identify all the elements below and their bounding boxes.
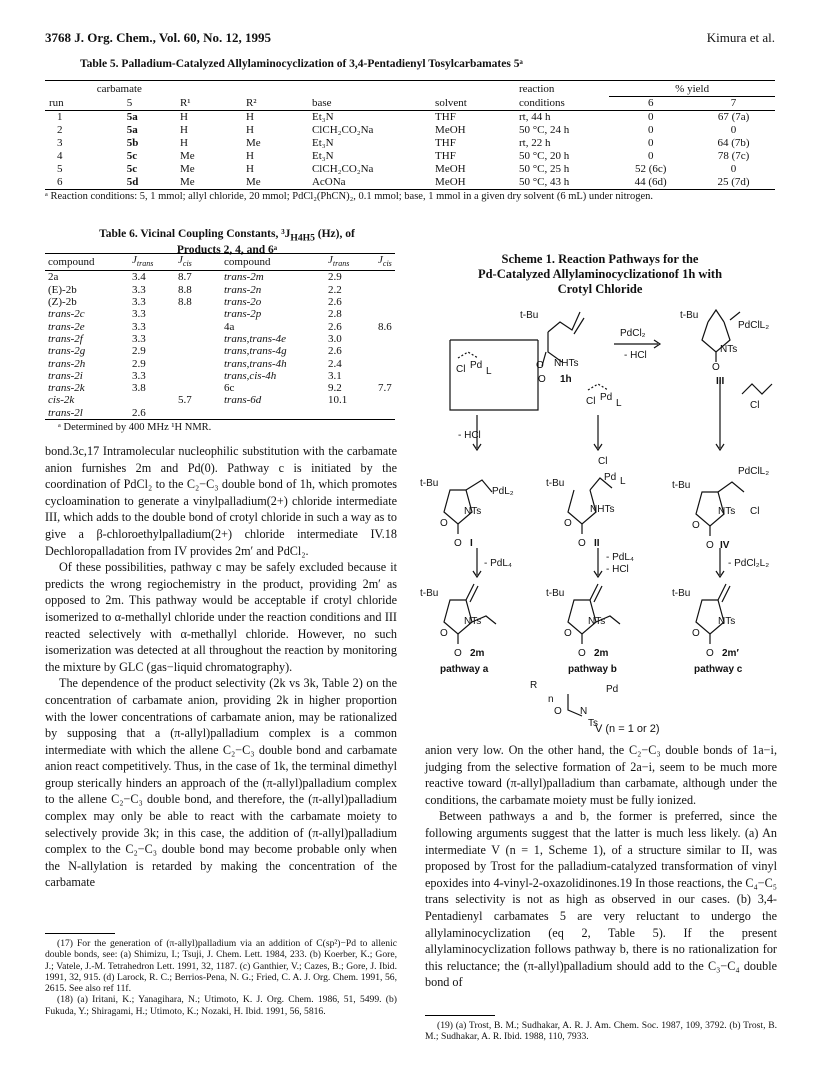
t6-cell-2: 8.8: [178, 296, 192, 309]
t6-cell-0: trans-2c: [48, 308, 85, 321]
table6-footnote: ᵃ Determined by 400 MHz ¹H NMR.: [58, 422, 212, 433]
t5-cell-base: Et₃N: [311, 137, 334, 149]
t5-cell-base: AcONa: [311, 176, 346, 188]
s-o-I: O: [440, 518, 448, 529]
t6-cell-0: trans-2f: [48, 332, 83, 345]
t6-h-compound1: compound: [48, 256, 95, 269]
s-o2-I: O: [454, 538, 462, 549]
t6-cell-5: [375, 358, 395, 370]
s-tbu-I: t-Bu: [420, 478, 439, 489]
t6-h-jcis2: $J_{cis}$: [378, 254, 392, 269]
t5-cell-y6: 0: [647, 124, 654, 136]
t6-cell-5: [375, 407, 395, 420]
left-paragraph-1: bond.3c,17 Intramolecular nucleophilic substitution with the carbamate anion furnishes 2m and Pd(0). Pathway c is initiated by the coordination of PdCl₂ to the C₂−C₃ double bond of 1h, which promotes cycloamination to generate a vinylpalladium(2+) chloride intermediate III, which adds to the double bond of crotyl chloride in such a way as to give a β-chloroethylpalladium(2+) chloride intermediate IV.18 Dechloropalladation from IV provides 2m′ and PdCl₂.: [45, 444, 397, 558]
t5-cell-r2: Me: [245, 176, 261, 188]
t5-cell-solvent: MeOH: [435, 124, 466, 136]
s-o-V: O: [554, 706, 562, 717]
t6-cap-2: (Hz), of: [314, 228, 355, 240]
s-o2-2m-a: O: [454, 648, 462, 659]
s-lbl-IV: IV: [720, 540, 730, 551]
t5-cell-r1: Me: [179, 176, 195, 188]
s-pdl2-I: PdL₂: [492, 486, 514, 497]
t5-h-solvent: solvent: [435, 96, 467, 109]
t5-cell-cond: 50 °C, 43 h: [519, 176, 570, 188]
t5-h-5: 5: [126, 96, 133, 109]
t5-cell-r1: Me: [179, 150, 195, 162]
s-pathway-c: pathway c: [694, 664, 743, 675]
t5-row: [45, 111, 775, 125]
t5-h-7: 7: [730, 97, 737, 109]
running-header: [45, 30, 775, 50]
scheme-title-3: Crotyl Chloride: [557, 282, 643, 296]
t6-cell-3: trans-2n: [224, 283, 262, 296]
t6-cell-0: trans-2h: [48, 357, 86, 370]
t5-cell-solvent: THF: [435, 137, 456, 149]
t6-row: [45, 345, 395, 357]
t6-row: [45, 271, 395, 284]
s-nts-2m-b: NTs: [588, 616, 606, 627]
t5-cell-y6: 44 (6d): [634, 176, 667, 188]
t6-cell-4: 2.6: [328, 345, 342, 358]
s-nts-n-V: N: [580, 706, 588, 717]
t6-cell-1: 3.3: [132, 320, 146, 333]
s-lbl-1h: 1h: [560, 374, 572, 385]
t6-cell-1: 2.9: [132, 357, 146, 370]
t5-cell-run: 6: [57, 176, 63, 188]
s-tbu-II: t-Bu: [546, 478, 565, 489]
t5-h-6: 6: [647, 97, 654, 109]
t6-cell-1: 3.3: [132, 296, 146, 309]
t5-cell-base: ClCH₂CO₂Na: [311, 124, 374, 136]
t6-cell-2: [175, 407, 221, 420]
t6-cell-3: trans-2o: [224, 296, 262, 309]
t6-row: [45, 296, 395, 308]
s-o2-II: O: [578, 538, 586, 549]
s-pd-II: Pd: [604, 472, 617, 483]
t5-cell-run: 4: [57, 150, 63, 162]
s-l-II: L: [620, 476, 626, 487]
right-paragraph-1: anion very low. On the other hand, the C₂−C₃ double bonds of 1a−i, judging from the selective formation of 2a−i, seem to be much more reactive toward (π-allyl)palladium than carbamate, although under the conditions, the carbamate moiety must be fully ionized.: [425, 743, 777, 807]
s-minus-hcl-top: - HCl: [624, 350, 647, 361]
t5-cell-r1: Me: [179, 163, 195, 175]
scheme-title-2: Pd-Catalyzed Allylaminocyclizationof 1h with: [477, 267, 723, 281]
t6-cell-2: 8.7: [178, 271, 192, 284]
s-r-V: R: [530, 680, 538, 691]
s-pdcll2-IV: PdClL₂: [738, 466, 770, 477]
t5-cell-run: 5: [57, 163, 63, 175]
t6-cell-3: 4a: [224, 320, 235, 333]
authors: Kimura et al.: [706, 30, 775, 45]
t6-cell-3: trans,trans-4e: [224, 332, 287, 345]
t6-cell-5: [375, 284, 395, 296]
t6-cell-4: 2.6: [328, 320, 342, 333]
footnote-rule-left: [45, 933, 115, 934]
s-cl-allyl2: Cl: [586, 396, 596, 407]
t6-cell-5: [375, 333, 395, 345]
journal-citation: 3768 J. Org. Chem., Vol. 60, No. 12, 1995: [45, 30, 272, 45]
t5-h-yield: % yield: [609, 81, 775, 97]
s-tbu-IV: t-Bu: [672, 480, 691, 491]
t6-cell-4: 3.0: [328, 332, 342, 345]
s-o-2m-b: O: [564, 628, 572, 639]
t6-h-compound2: compound: [224, 256, 271, 269]
s-o-II: O: [564, 518, 572, 529]
t5-cell-base: Et₃N: [311, 111, 334, 123]
s-cl-crotyl: Cl: [750, 400, 760, 411]
s-nts-2m-a: NTs: [464, 616, 482, 627]
left-column-text: [45, 443, 397, 891]
s-nts-III: NTs: [720, 344, 738, 355]
t5-cell-r2: H: [245, 150, 254, 162]
t6-cell-0: trans-2k: [48, 382, 85, 395]
t6-cell-0: trans-2l: [48, 406, 83, 419]
s-nts-IV: NTs: [718, 506, 736, 517]
s-pdcl2: PdCl₂: [620, 328, 646, 339]
s-lbl-II: II: [594, 538, 600, 549]
t5-row: [45, 137, 775, 150]
t6-cell-2: [175, 382, 221, 394]
t6-row: [45, 382, 395, 394]
s-lbl-2m-prime: 2m′: [722, 648, 739, 659]
t6-row: [45, 370, 395, 382]
table5-footnote: ᵃ Reaction conditions: 5, 1 mmol; allyl chloride, 20 mmol; PdCl₂(PhCN)₂, 0.1 mmol; base, 1 mmol in a given dry solvent (6 mL) under nitrogen.: [45, 191, 654, 202]
t6-cell-4: 2.2: [328, 283, 342, 296]
t6-cell-5: [375, 370, 395, 382]
t5-row: [45, 176, 775, 190]
t6-cell-2: 5.7: [178, 394, 192, 407]
s-cl-IV: Cl: [750, 506, 760, 517]
t6-cell-3: trans,cis-4h: [224, 369, 277, 382]
t6-row: [45, 308, 395, 320]
footnote-17: (17) For the generation of (π-allyl)palladium via an addition of C(sp²)−Pd to allenic double bonds, see: (a) Shimizu, I.; Tsuji, J. Chem. Lett. 1984, 233. (b) Koerber, K.; Gore, J.; Vatele, J.-M. Tetrahedron Lett. 1991, 32, 1187. (c) Ganthier, V.; Cazes, B.; Gore, J. Ibid. 1991, 32, 915. (d) Larock, R. C.; Berrios-Pena, N. G.; Fried, C. A. J. Org. Chem. 1991, 56, 2615. See also ref 11f.: [45, 938, 397, 995]
t6-cell-0: trans-2g: [48, 345, 86, 358]
t5-cell-carb: 5a: [126, 124, 138, 136]
t5-cell-y7: 25 (7d): [717, 176, 750, 188]
s-minus-hcl-left: - HCl: [458, 430, 481, 441]
t5-cell-carb: 5b: [126, 137, 139, 149]
s-nts-2m-c: NTs: [718, 616, 736, 627]
t6-row: [45, 358, 395, 370]
t6-cell-1: 3.3: [132, 369, 146, 382]
t6-row: [45, 284, 395, 296]
t6-cell-2: [175, 370, 221, 382]
t6-cell-5: [375, 345, 395, 357]
t6-row: [45, 394, 395, 406]
right-column-text: [425, 742, 777, 991]
s-lbl-I: I: [470, 538, 473, 549]
s-o-IV: O: [692, 520, 700, 531]
t6-cell-1: 3.4: [132, 271, 146, 284]
t6-cell-4: 10.1: [328, 394, 348, 407]
s-n-V: n: [548, 694, 554, 705]
s-nhts-1h: NHTs: [554, 358, 579, 369]
t6-cell-5: [375, 296, 395, 308]
t6-cell-4: 2.9: [328, 271, 342, 284]
s-lbl-2m-a: 2m: [470, 648, 485, 659]
t5-h-base: base: [311, 96, 332, 109]
s-pathway-b: pathway b: [568, 664, 617, 675]
t6-cell-3: trans,trans-4g: [224, 345, 287, 358]
t5-cell-y6: 0: [647, 137, 654, 149]
t5-cell-r1: H: [179, 137, 188, 149]
t6-cell-2: [175, 345, 221, 357]
t6-cell-5: 8.6: [378, 320, 392, 333]
s-o2-2m-b: O: [578, 648, 586, 659]
s-o-III: O: [712, 362, 720, 373]
t5-cell-carb: 5c: [126, 150, 138, 162]
t6-cell-1: 3.3: [132, 332, 146, 345]
t6-cell-0: 2a: [48, 271, 59, 284]
left-paragraph-2: Of these possibilities, pathway c may be safely excluded because it predicts the wrong regiochemistry in the product, providing 2m′ as opposed to 2m. This pathway would be acceptable if crotyl chloride isomerized to α-methallyl chloride under the reaction conditions and III reacted selectively with α-methallyl chloride. However, no such isomerization was detected at all throughout the reaction by monitoring the mixture by GLC (gas−liquid chromatography).: [45, 560, 397, 674]
t5-cell-run: 3: [57, 137, 63, 149]
t6-h-jcis1: $J_{cis}$: [178, 254, 192, 269]
footnote-18: (18) (a) Iritani, K.; Yanagihara, N.; Utimoto, K. J. Org. Chem. 1986, 51, 5499. (b) Fukuda, Y.; Shiragami, H.; Utimoto, K.; Nozaki, H. Ibid. 1991, 56, 5816.: [45, 994, 397, 1017]
t6-cell-1: 2.9: [132, 345, 146, 358]
t5-h-r1: R¹: [179, 96, 191, 109]
t6-cell-3: [221, 407, 325, 420]
t6-cell-2: [175, 308, 221, 320]
t5-cell-cond: rt, 22 h: [519, 137, 551, 149]
s-o2-1h: O: [538, 374, 546, 385]
s-pd-allyl2: Pd: [600, 392, 613, 403]
s-o2-IV: O: [706, 540, 714, 551]
t5-cell-run: 1: [57, 111, 63, 123]
t6-cell-2: [175, 321, 221, 333]
s-tbu-1h: t-Bu: [520, 310, 539, 321]
t5-cell-r2: H: [245, 163, 254, 175]
t6-row: [45, 407, 395, 420]
t5-cell-y7: 64 (7b): [717, 137, 750, 149]
t5-row: [45, 150, 775, 163]
t5-cell-solvent: MeOH: [435, 176, 466, 188]
s-l-allyl2: L: [616, 398, 622, 409]
t5-cell-y6: 0: [647, 150, 654, 162]
t5-cell-cond: rt, 44 h: [519, 111, 551, 123]
t6-row: [45, 333, 395, 345]
s-l-allyl1: L: [486, 366, 492, 377]
t5-row: [45, 124, 775, 137]
t5-cell-y6: 52 (6c): [634, 163, 667, 175]
t6-cell-2: [175, 333, 221, 345]
s-tbu-2m-c: t-Bu: [672, 588, 691, 599]
left-footnotes: [45, 938, 397, 1017]
t5-cell-y6: 0: [647, 111, 654, 123]
s-nts-I: NTs: [464, 506, 482, 517]
s-o2-2m-c: O: [706, 648, 714, 659]
t6-cell-4: 9.2: [328, 382, 342, 395]
t6-cell-5: [375, 394, 395, 406]
s-pathway-a: pathway a: [440, 664, 489, 675]
s-minus-pdl4: - PdL₄: [484, 558, 512, 569]
t5-cell-r2: Me: [245, 137, 261, 149]
t5-cell-r2: H: [245, 111, 254, 123]
footnote-rule-right: [425, 1015, 495, 1016]
right-paragraph-2: Between pathways a and b, the former is preferred, since the following arguments suggest that the latter is much less likely. (a) An intermediate V (n = 1, Scheme 1), of a structure similar to II, was proposed by Trost for the palladium-catalyzed transformation of vinyl epoxides into 4-vinyl-2-oxazolidinones.19 In those reactions, the C₄−C₅ trans selectivity is not as high as observed in our cases. (b) 3,4-Pentadienyl carbamates 5 are very reluctant to undergo the allylaminocyclization (eq 2, Table 5). If the present allylaminocyclization follows pathway b, there is no rationalization for this reluctance; the (π-allyl)palladium should add to the C₃−C₄ double bond of: [425, 809, 777, 990]
t6-h-jtrans2: $J_{trans}$: [328, 254, 350, 269]
s-minus-pdl4-b: - PdL₄: [606, 552, 634, 563]
s-lbl-III: III: [716, 376, 725, 387]
t6-cell-1: 2.6: [132, 406, 146, 419]
t6-cell-1: 3.8: [132, 382, 146, 395]
s-cl-II: Cl: [598, 456, 608, 467]
footnote-19: (19) (a) Trost, B. M.; Sudhakar, A. R. J. Am. Chem. Soc. 1987, 109, 3792. (b) Trost, B. M.; Sudhakar, A. R. Ibid. 1988, 110, 7933.: [425, 1020, 777, 1043]
s-lbl-2m-b: 2m: [594, 648, 609, 659]
t6-cell-5: [375, 308, 395, 320]
t5-h-carbamate: carbamate: [96, 83, 142, 96]
t6-cap-sub: H4H5: [290, 232, 315, 244]
t6-cell-0: trans-2i: [48, 369, 83, 382]
t5-cell-carb: 5a: [126, 111, 138, 123]
t5-cell-y7: 0: [730, 124, 737, 136]
s-o-2m-a: O: [440, 628, 448, 639]
t5-cell-solvent: THF: [435, 111, 456, 123]
s-pdcll2-III: PdClL₂: [738, 320, 770, 331]
t5-h-run: run: [49, 96, 64, 109]
t6-h-jtrans1: $J_{trans}$: [132, 254, 154, 269]
t6-cell-4: 2.6: [328, 296, 342, 309]
t5-cell-cond: 50 °C, 20 h: [519, 150, 570, 162]
table6: [45, 253, 395, 420]
s-tbu-III: t-Bu: [680, 310, 699, 321]
t6-cap-1: Table 6. Vicinal Coupling Constants, ³J: [99, 228, 291, 240]
s-ts-V: Ts: [588, 718, 598, 729]
t6-cell-3: trans-6d: [224, 394, 262, 407]
t5-cell-y7: 0: [730, 163, 737, 175]
s-tbu-2m-b: t-Bu: [546, 588, 565, 599]
t6-cell-1: [129, 394, 175, 406]
t6-cell-0: trans-2e: [48, 320, 85, 333]
t5-cell-carb: 5c: [126, 163, 138, 175]
t6-cell-3: trans-2p: [224, 308, 262, 321]
t6-cell-2: [175, 358, 221, 370]
t6-cell-4: 2.4: [328, 357, 342, 370]
t6-cell-0: (Z)-2b: [48, 296, 77, 309]
table5: [45, 80, 775, 190]
scheme-V-label: V (n = 1 or 2): [595, 723, 660, 735]
table5-caption: Table 5. Palladium-Catalyzed Allylaminocyclization of 3,4-Pentadienyl Tosylcarbamates 5ᵃ: [80, 58, 523, 70]
s-pd-allyl1: Pd: [470, 360, 483, 371]
t6-cell-0: cis-2k: [48, 394, 75, 407]
s-cl-allyl1: Cl: [456, 364, 466, 375]
t6-cap-3: Products 2, 4, and 6ᵃ: [176, 244, 278, 257]
t6-cell-3: trans,trans-4h: [224, 357, 287, 370]
s-pd-V: Pd: [606, 684, 619, 695]
t5-cell-base: Et₃N: [311, 150, 334, 162]
s-tbu-2m-a: t-Bu: [420, 588, 439, 599]
t5-h-reaction: reaction: [519, 83, 555, 96]
s-o-1h: O: [536, 360, 544, 371]
s-nhts-II: NHTs: [590, 504, 615, 515]
s-minus-pdcl2l2: - PdCl₂L₂: [728, 558, 770, 569]
t5-row: [45, 163, 775, 176]
t6-cell-4: 2.8: [328, 308, 342, 321]
t5-cell-carb: 5d: [126, 176, 139, 188]
t6-row: [45, 321, 395, 333]
t5-cell-base: ClCH₂CO₂Na: [311, 163, 374, 175]
t6-cell-5: [375, 271, 395, 284]
t6-cell-3: 6c: [224, 382, 235, 395]
s-o-2m-c: O: [692, 628, 700, 639]
t5-h-conditions: conditions: [519, 96, 565, 109]
t6-cell-1: 3.3: [132, 308, 146, 321]
s-minus-hcl-b: - HCl: [606, 564, 629, 575]
t5-h-r2: R²: [245, 96, 257, 109]
t6-cell-2: 8.8: [178, 283, 192, 296]
scheme-title-1: Scheme 1. Reaction Pathways for the: [501, 252, 699, 266]
t6-cell-1: 3.3: [132, 283, 146, 296]
t5-cell-y7: 67 (7a): [717, 111, 750, 123]
t5-cell-cond: 50 °C, 25 h: [519, 163, 570, 175]
t6-cell-4: [325, 407, 375, 420]
t5-cell-cond: 50 °C, 24 h: [519, 124, 570, 136]
t6-cell-4: 3.1: [328, 369, 342, 382]
right-footnotes: [425, 1020, 777, 1043]
t5-cell-r2: H: [245, 124, 254, 136]
t5-cell-solvent: THF: [435, 150, 456, 162]
left-paragraph-3: The dependence of the product selectivity (2k vs 3k, Table 2) on the concentration of carbamate anion, providing 2k in higher proportion with the lower concentrations of carbamate anion, may be rationalized by supposing that a (π-allyl)palladium complex is a common intermediate with which the allene C₂−C₃ double bond and carbamate anion react competitively. Thus, in the case of 1k, the terminal dimethyl group sterically hinders an approach of the (π-allyl)palladium complex to the allene C₂−C₃ double bond, and therefore, the (π-allyl)palladium complex may only be able to react with the carbamate moiety to selectively provide 3k; in this case, the addition of (π-allyl)palladium complex to the C₂−C₃ double bond may become probable only when the N-allylation is retarded by making the concentration of the carbamate: [45, 676, 397, 890]
t5-cell-solvent: MeOH: [435, 163, 466, 175]
t5-cell-run: 2: [57, 124, 63, 136]
t6-cell-3: trans-2m: [224, 271, 264, 284]
t5-cell-y7: 78 (7c): [717, 150, 750, 162]
scheme-title: [425, 252, 775, 297]
t6-cell-5: 7.7: [378, 382, 392, 395]
t6-cell-0: (E)-2b: [48, 283, 77, 296]
t5-cell-r1: H: [179, 124, 188, 136]
t5-cell-r1: H: [179, 111, 188, 123]
